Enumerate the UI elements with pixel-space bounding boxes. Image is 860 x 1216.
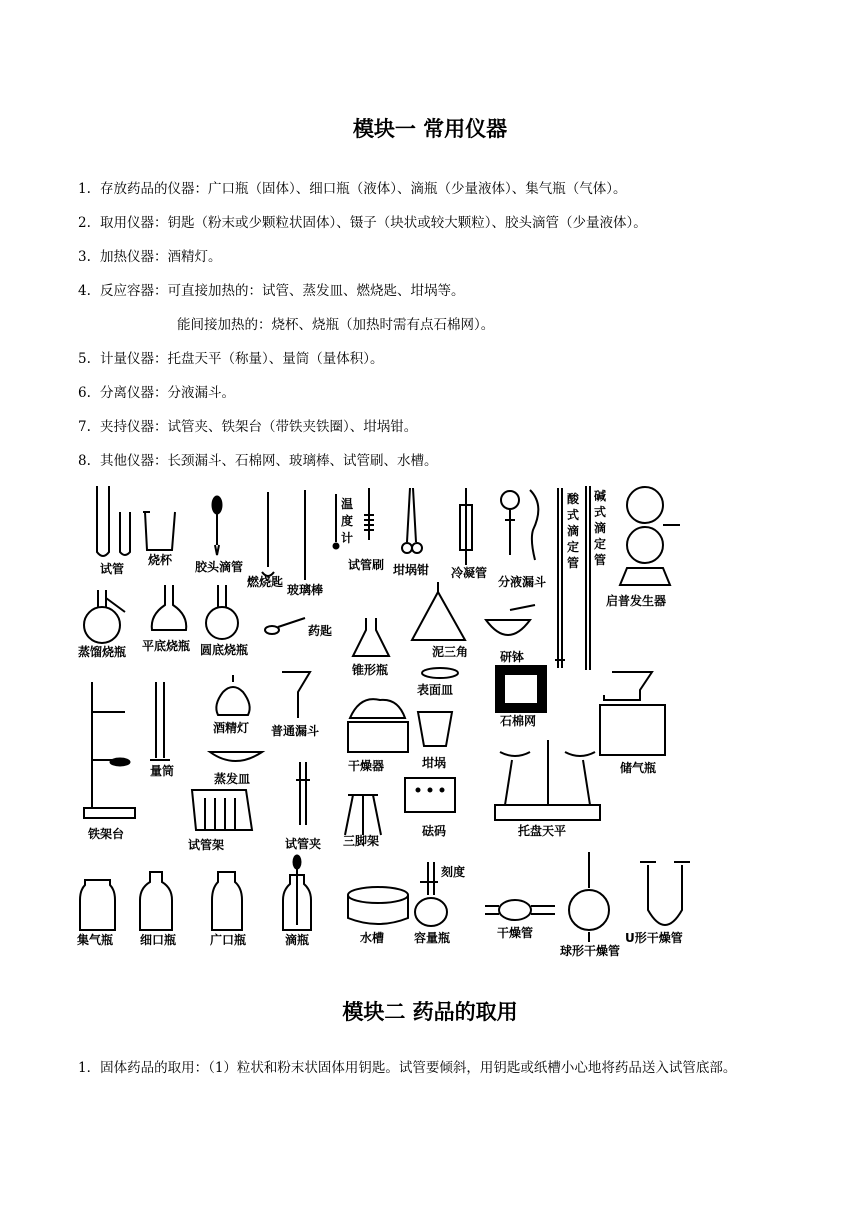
gas-holder-illustration (600, 672, 665, 755)
evap-dish-illustration (210, 752, 262, 761)
tube-brush-illustration (364, 488, 374, 540)
weights-illustration (405, 778, 455, 812)
label-mortar: 研钵 (500, 650, 525, 664)
spoon-burn-illustration (262, 492, 274, 576)
label-tripod: 三脚架 (343, 834, 380, 848)
alcohol-lamp-illustration (216, 675, 249, 715)
watch-glass-illustration (422, 668, 458, 678)
label-round-flask: 圆底烧瓶 (200, 643, 249, 657)
label-lamp: 酒精灯 (213, 721, 250, 735)
label-tube-brush: 试管刷 (348, 558, 385, 572)
svg-text:定: 定 (567, 540, 580, 554)
trough-illustration (348, 887, 408, 924)
kipp-generator-illustration (620, 487, 680, 585)
tripod-illustration (345, 795, 381, 835)
svg-text:定: 定 (594, 537, 607, 551)
svg-text:度: 度 (341, 514, 354, 528)
u-tube-illustration (640, 862, 690, 925)
label-conical-flask: 锥形瓶 (352, 663, 389, 677)
label-beaker: 烧杯 (148, 553, 173, 567)
module2-paragraph: 1．固体药品的取用：（1）粒状和粉末状固体用钥匙。试管要倾斜，用钥匙或纸槽小心地将药品送入试管底部。 (78, 1060, 737, 1076)
label-holder: 试管夹 (285, 837, 322, 851)
label-weights: 砝码 (422, 824, 447, 838)
desiccator-illustration (348, 699, 408, 752)
crucible-illustration (418, 712, 452, 746)
condenser-illustration (460, 488, 472, 565)
wide-bottle-illustration (212, 872, 242, 930)
svg-text:滴: 滴 (594, 521, 607, 535)
label-gas-jar: 集气瓶 (77, 933, 114, 947)
label-crucible: 坩埚 (422, 756, 447, 770)
label-gas-holder: 储气瓶 (620, 761, 657, 775)
label-spatula: 药匙 (308, 624, 333, 638)
dropper-illustration (212, 496, 222, 555)
svg-text:管: 管 (594, 553, 607, 567)
label-mark: 刻度 (441, 865, 466, 879)
svg-text:酸: 酸 (567, 492, 580, 506)
spatula-illustration (265, 618, 305, 634)
module1-title: 模块一 常用仪器 (352, 117, 508, 141)
label-evap-dish: 蒸发皿 (214, 772, 251, 786)
ball-dry-tube-illustration (569, 852, 609, 942)
cylinder-illustration (150, 682, 170, 760)
dry-tube-illustration (485, 900, 555, 920)
label-desiccator: 干燥器 (348, 759, 385, 773)
list-item: 7. 夹持仪器：试管夹、铁架台（带铁夹铁圈）、坩埚钳。 (78, 419, 418, 435)
list-item: 5. 计量仪器：托盘天平（称量）、量筒（量体积）。 (78, 351, 384, 367)
label-condenser: 冷凝管 (451, 566, 488, 580)
label-u-tube: U形干燥管 (625, 931, 683, 945)
mortar-illustration (486, 605, 535, 635)
gas-jar-illustration (80, 880, 115, 930)
svg-text:式: 式 (594, 505, 607, 519)
triangle-illustration (412, 582, 465, 640)
label-balance: 托盘天平 (518, 824, 567, 838)
funnel-illustration (282, 672, 310, 718)
label-test-tube: 试管 (100, 562, 125, 576)
svg-text:式: 式 (567, 508, 580, 522)
list-item: 能间接加热的：烧杯、烧瓶（加热时需有点石棉网）。 (177, 317, 495, 333)
label-thermometer-1: 温 (341, 497, 354, 511)
list-item: 1. 存放药品的仪器：广口瓶（固体）、细口瓶（液体）、滴瓶（少量液体）、集气瓶（气体）。 (78, 181, 627, 197)
label-ball-dry-tube: 球形干燥管 (560, 944, 621, 958)
label-drop-bottle: 滴瓶 (285, 933, 310, 947)
gauze-illustration (495, 665, 547, 713)
label-iron-stand: 铁架台 (88, 827, 125, 841)
sep-funnel-illustration (501, 490, 538, 560)
label-trough: 水槽 (360, 931, 385, 945)
conical-flask-illustration (353, 618, 389, 656)
label-kipp: 启普发生器 (606, 594, 667, 608)
iron-stand-illustration (84, 682, 135, 818)
beaker-illustration (143, 512, 175, 550)
label-narrow-bottle: 细口瓶 (140, 933, 177, 947)
list-item: 3. 加热仪器：酒精灯。 (78, 249, 222, 265)
label-cylinder: 量筒 (150, 764, 175, 778)
test-tube-illustration (97, 486, 130, 556)
holder-illustration (296, 762, 310, 825)
label-sep-funnel: 分液漏斗 (498, 575, 547, 589)
acid-burette-illustration (555, 488, 565, 668)
label-rack: 试管架 (188, 838, 225, 852)
list-item: 8. 其他仪器：长颈漏斗、石棉网、玻璃棒、试管刷、水槽。 (78, 453, 438, 469)
list-item: 4. 反应容器：可直接加热的：试管、蒸发皿、燃烧匙、坩埚等。 (78, 283, 465, 299)
svg-text:管: 管 (567, 556, 580, 570)
label-spoon-burn: 燃烧匙 (247, 575, 284, 589)
list-item: 2. 取用仪器：钥匙（粉末或少颗粒状固体）、镊子（块状或较大颗粒）、胶头滴管（少量液体）。 (78, 215, 647, 231)
crucible-tongs-illustration (402, 488, 422, 553)
narrow-bottle-illustration (140, 872, 172, 930)
label-gauze: 石棉网 (500, 714, 537, 728)
label-dry-tube: 干燥管 (497, 926, 534, 940)
label-funnel: 普通漏斗 (271, 724, 320, 738)
label-crucible-tongs: 坩埚钳 (393, 563, 430, 577)
drop-bottle-illustration (283, 855, 311, 930)
label-watch-glass: 表面皿 (417, 683, 454, 697)
svg-text:计: 计 (341, 531, 354, 545)
flat-flask-illustration (152, 585, 186, 630)
label-dropper: 胶头滴管 (195, 560, 244, 574)
base-burette-illustration (586, 486, 590, 670)
list-item: 6. 分离仪器：分液漏斗。 (78, 385, 235, 401)
label-vol-flask: 容量瓶 (414, 931, 451, 945)
svg-text:碱: 碱 (594, 489, 607, 503)
balance-illustration (495, 740, 600, 820)
label-flat-flask: 平底烧瓶 (142, 639, 191, 653)
label-glass-rod: 玻璃棒 (287, 583, 324, 597)
module2-title: 模块二 药品的取用 (342, 1000, 518, 1024)
label-distill-flask: 蒸馏烧瓶 (78, 645, 127, 659)
round-flask-illustration (206, 585, 238, 639)
label-wide-bottle: 广口瓶 (210, 933, 247, 947)
thermometer-illustration (333, 494, 339, 549)
svg-text:滴: 滴 (567, 524, 580, 538)
distill-flask-illustration (84, 590, 125, 643)
label-triangle: 泥三角 (432, 645, 469, 659)
rack-illustration (192, 790, 252, 830)
